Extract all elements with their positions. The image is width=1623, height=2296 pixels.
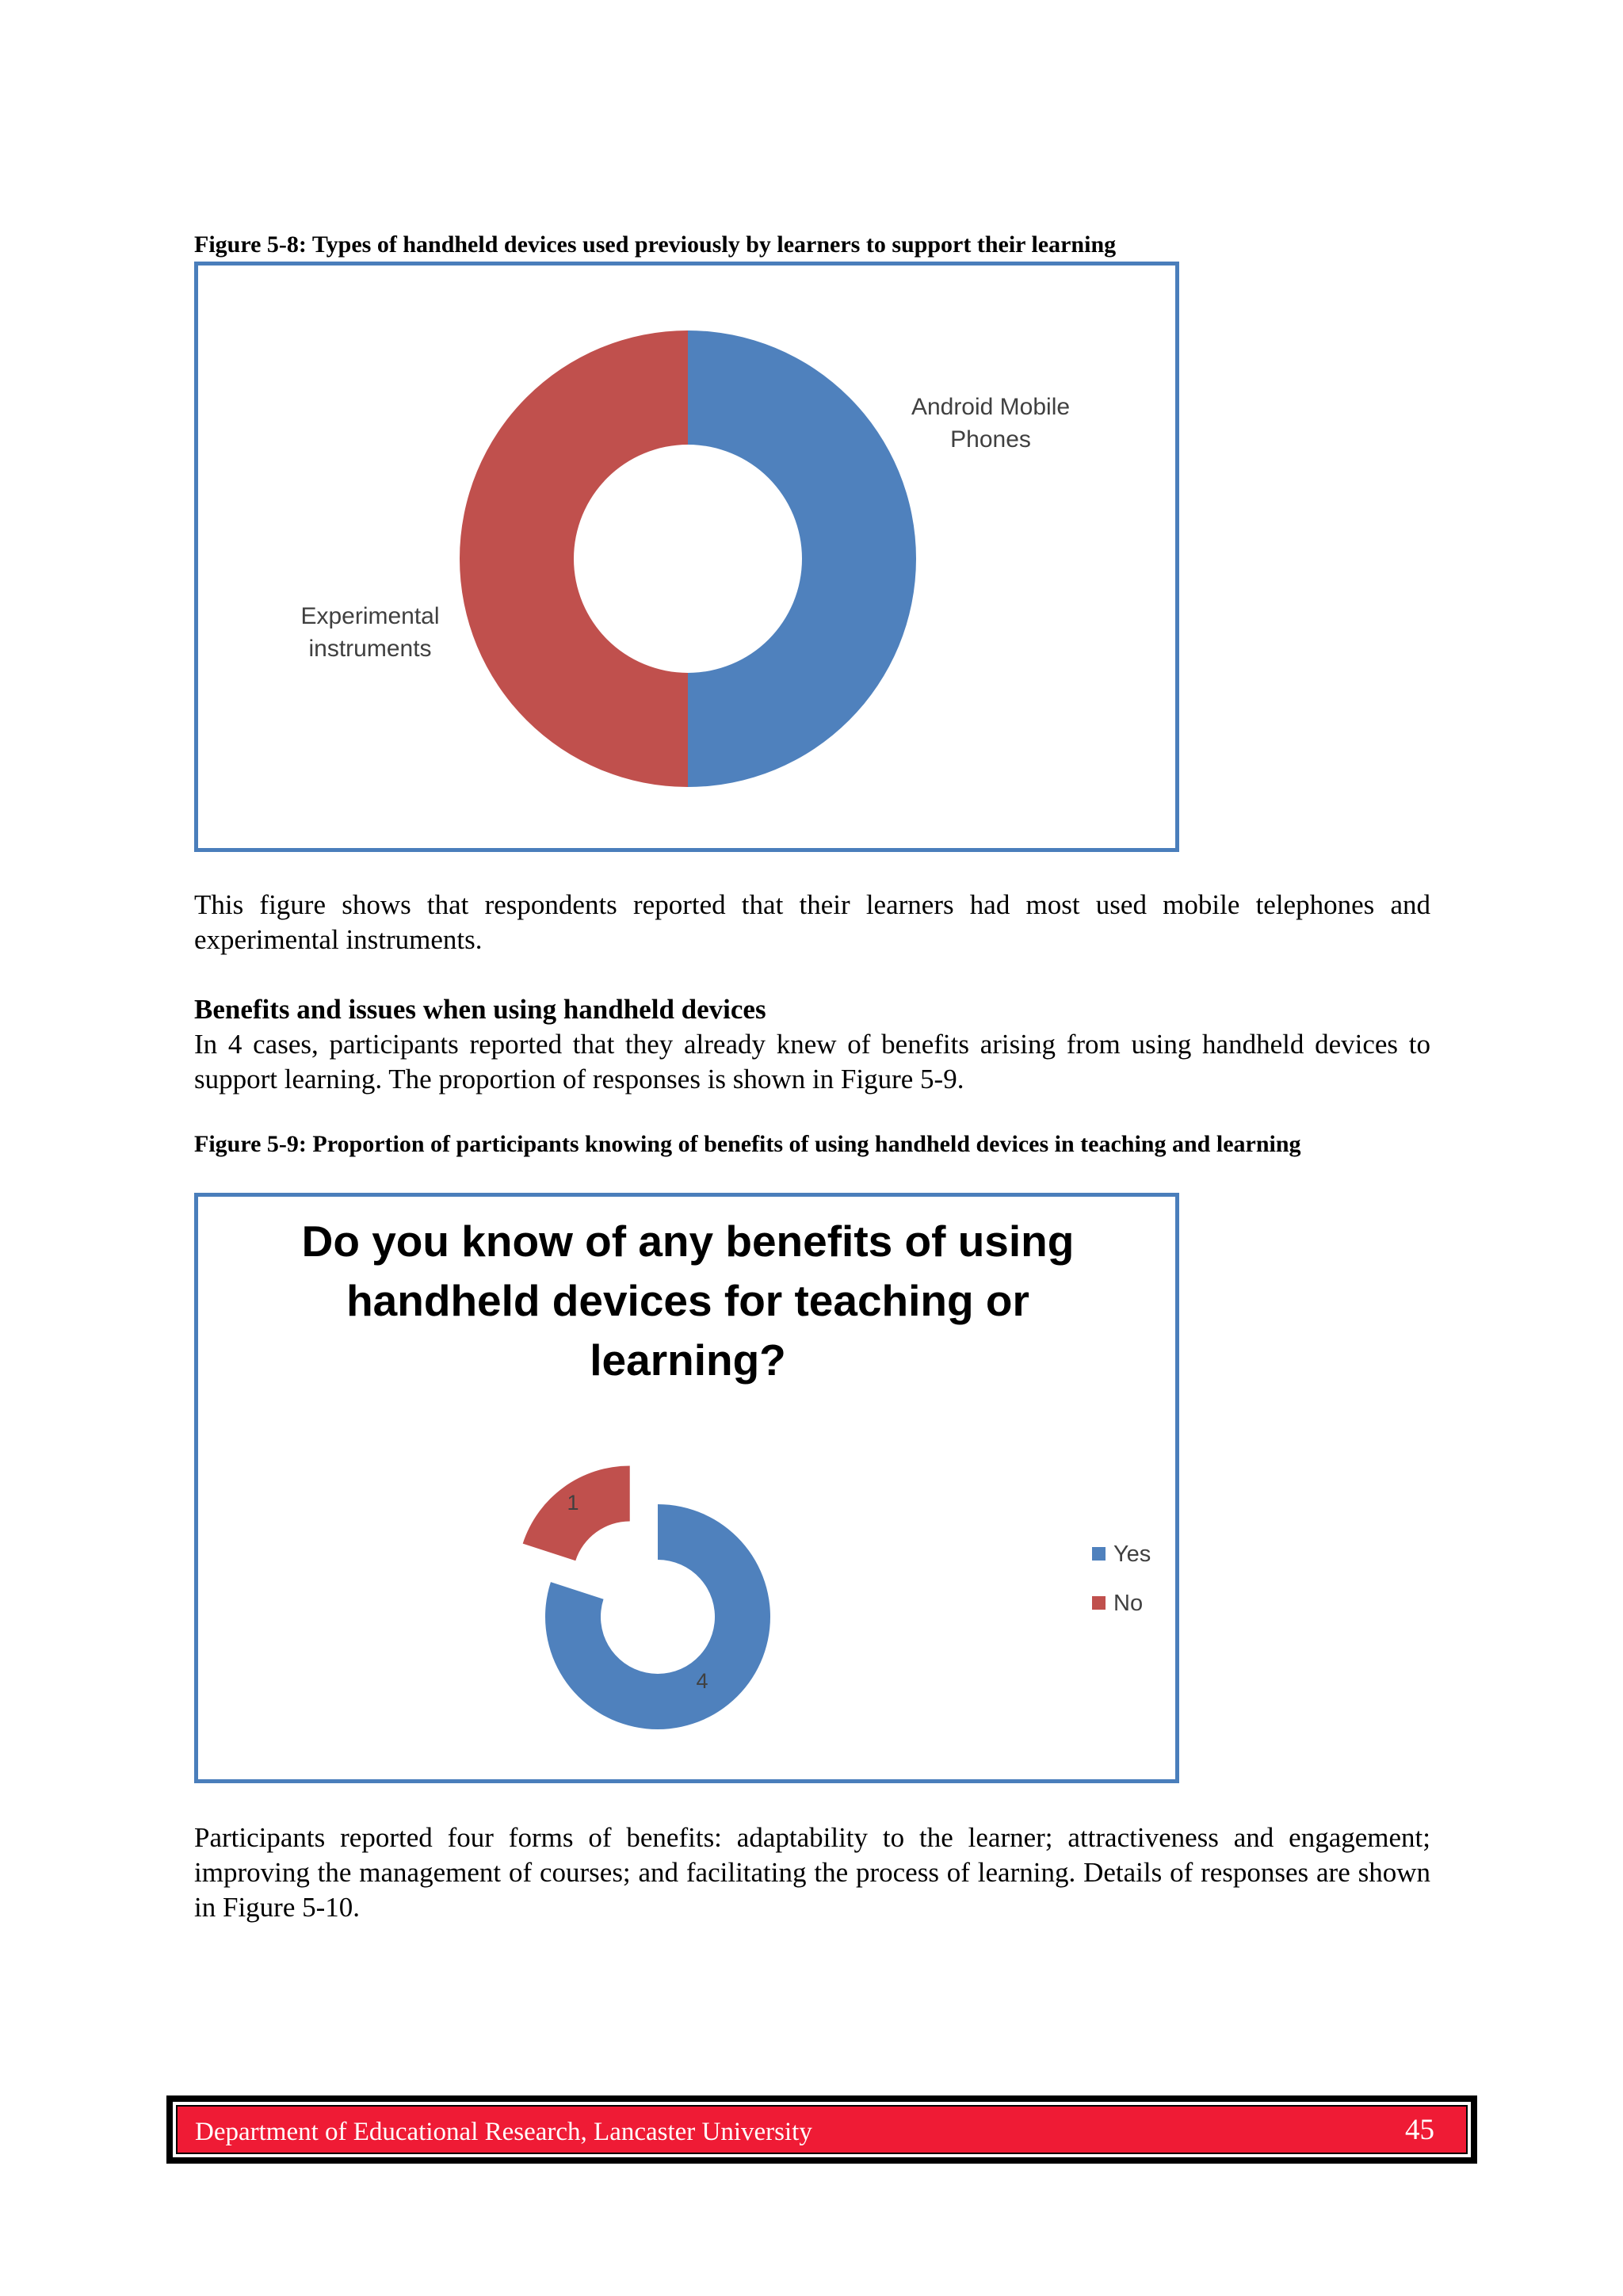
slice-experimental-instruments bbox=[460, 330, 688, 787]
figure-5-8-doughnut-chart bbox=[198, 266, 1175, 848]
chart-title: Do you know of any benefits of using handheld devices for teaching or learning? bbox=[301, 1217, 1075, 1385]
paragraph-figure-5-8-summary: This figure shows that respondents reported that their learners had most used mobile telephones and experimental instruments. bbox=[194, 889, 1430, 955]
page-number: 45 bbox=[1405, 2114, 1434, 2146]
data-label-no: 1 bbox=[567, 1491, 579, 1515]
data-label-android-mobile-phones: Android Mobile Phones bbox=[911, 394, 1071, 453]
figure-5-9-doughnut-chart bbox=[198, 1197, 1175, 1779]
figure-5-9-caption: Figure 5-9: Proportion of participants knowing of benefits of using handheld devices in teaching and learning bbox=[194, 1131, 1301, 1157]
figure-5-8-caption: Figure 5-8: Types of handheld devices used previously by learners to support their learning bbox=[194, 231, 1117, 258]
footer-institution: Department of Educational Research, Lancaster University bbox=[195, 2118, 812, 2146]
legend-label-yes: Yes bbox=[1113, 1541, 1151, 1567]
paragraph-benefit-forms: Participants reported four forms of benefits: adaptability to the learner; attractiveness and engagement; improving the management of courses; and facilitating the process of learning. Details of responses are shown in Figure 5-10. bbox=[194, 1822, 1430, 1923]
slice-android-mobile-phones bbox=[688, 330, 916, 787]
figure-5-9-chart-frame bbox=[194, 1193, 1179, 1783]
legend-swatch-no bbox=[1092, 1596, 1106, 1610]
legend-swatch-yes bbox=[1092, 1547, 1106, 1561]
figure-5-8-chart-frame bbox=[194, 262, 1179, 852]
section-heading-benefits: Benefits and issues when using handheld devices bbox=[194, 994, 766, 1025]
paragraph-benefits-intro: In 4 cases, participants reported that they already knew of benefits arising from using handheld devices to support learning. The proportion of responses is shown in Figure 5-9. bbox=[194, 1029, 1430, 1095]
footer-banner bbox=[176, 2105, 1468, 2154]
page-footer bbox=[166, 2095, 1477, 2164]
data-label-yes: 4 bbox=[696, 1669, 708, 1693]
legend-label-no: No bbox=[1113, 1591, 1144, 1616]
data-label-experimental-instruments: Experimental instruments bbox=[300, 603, 440, 662]
